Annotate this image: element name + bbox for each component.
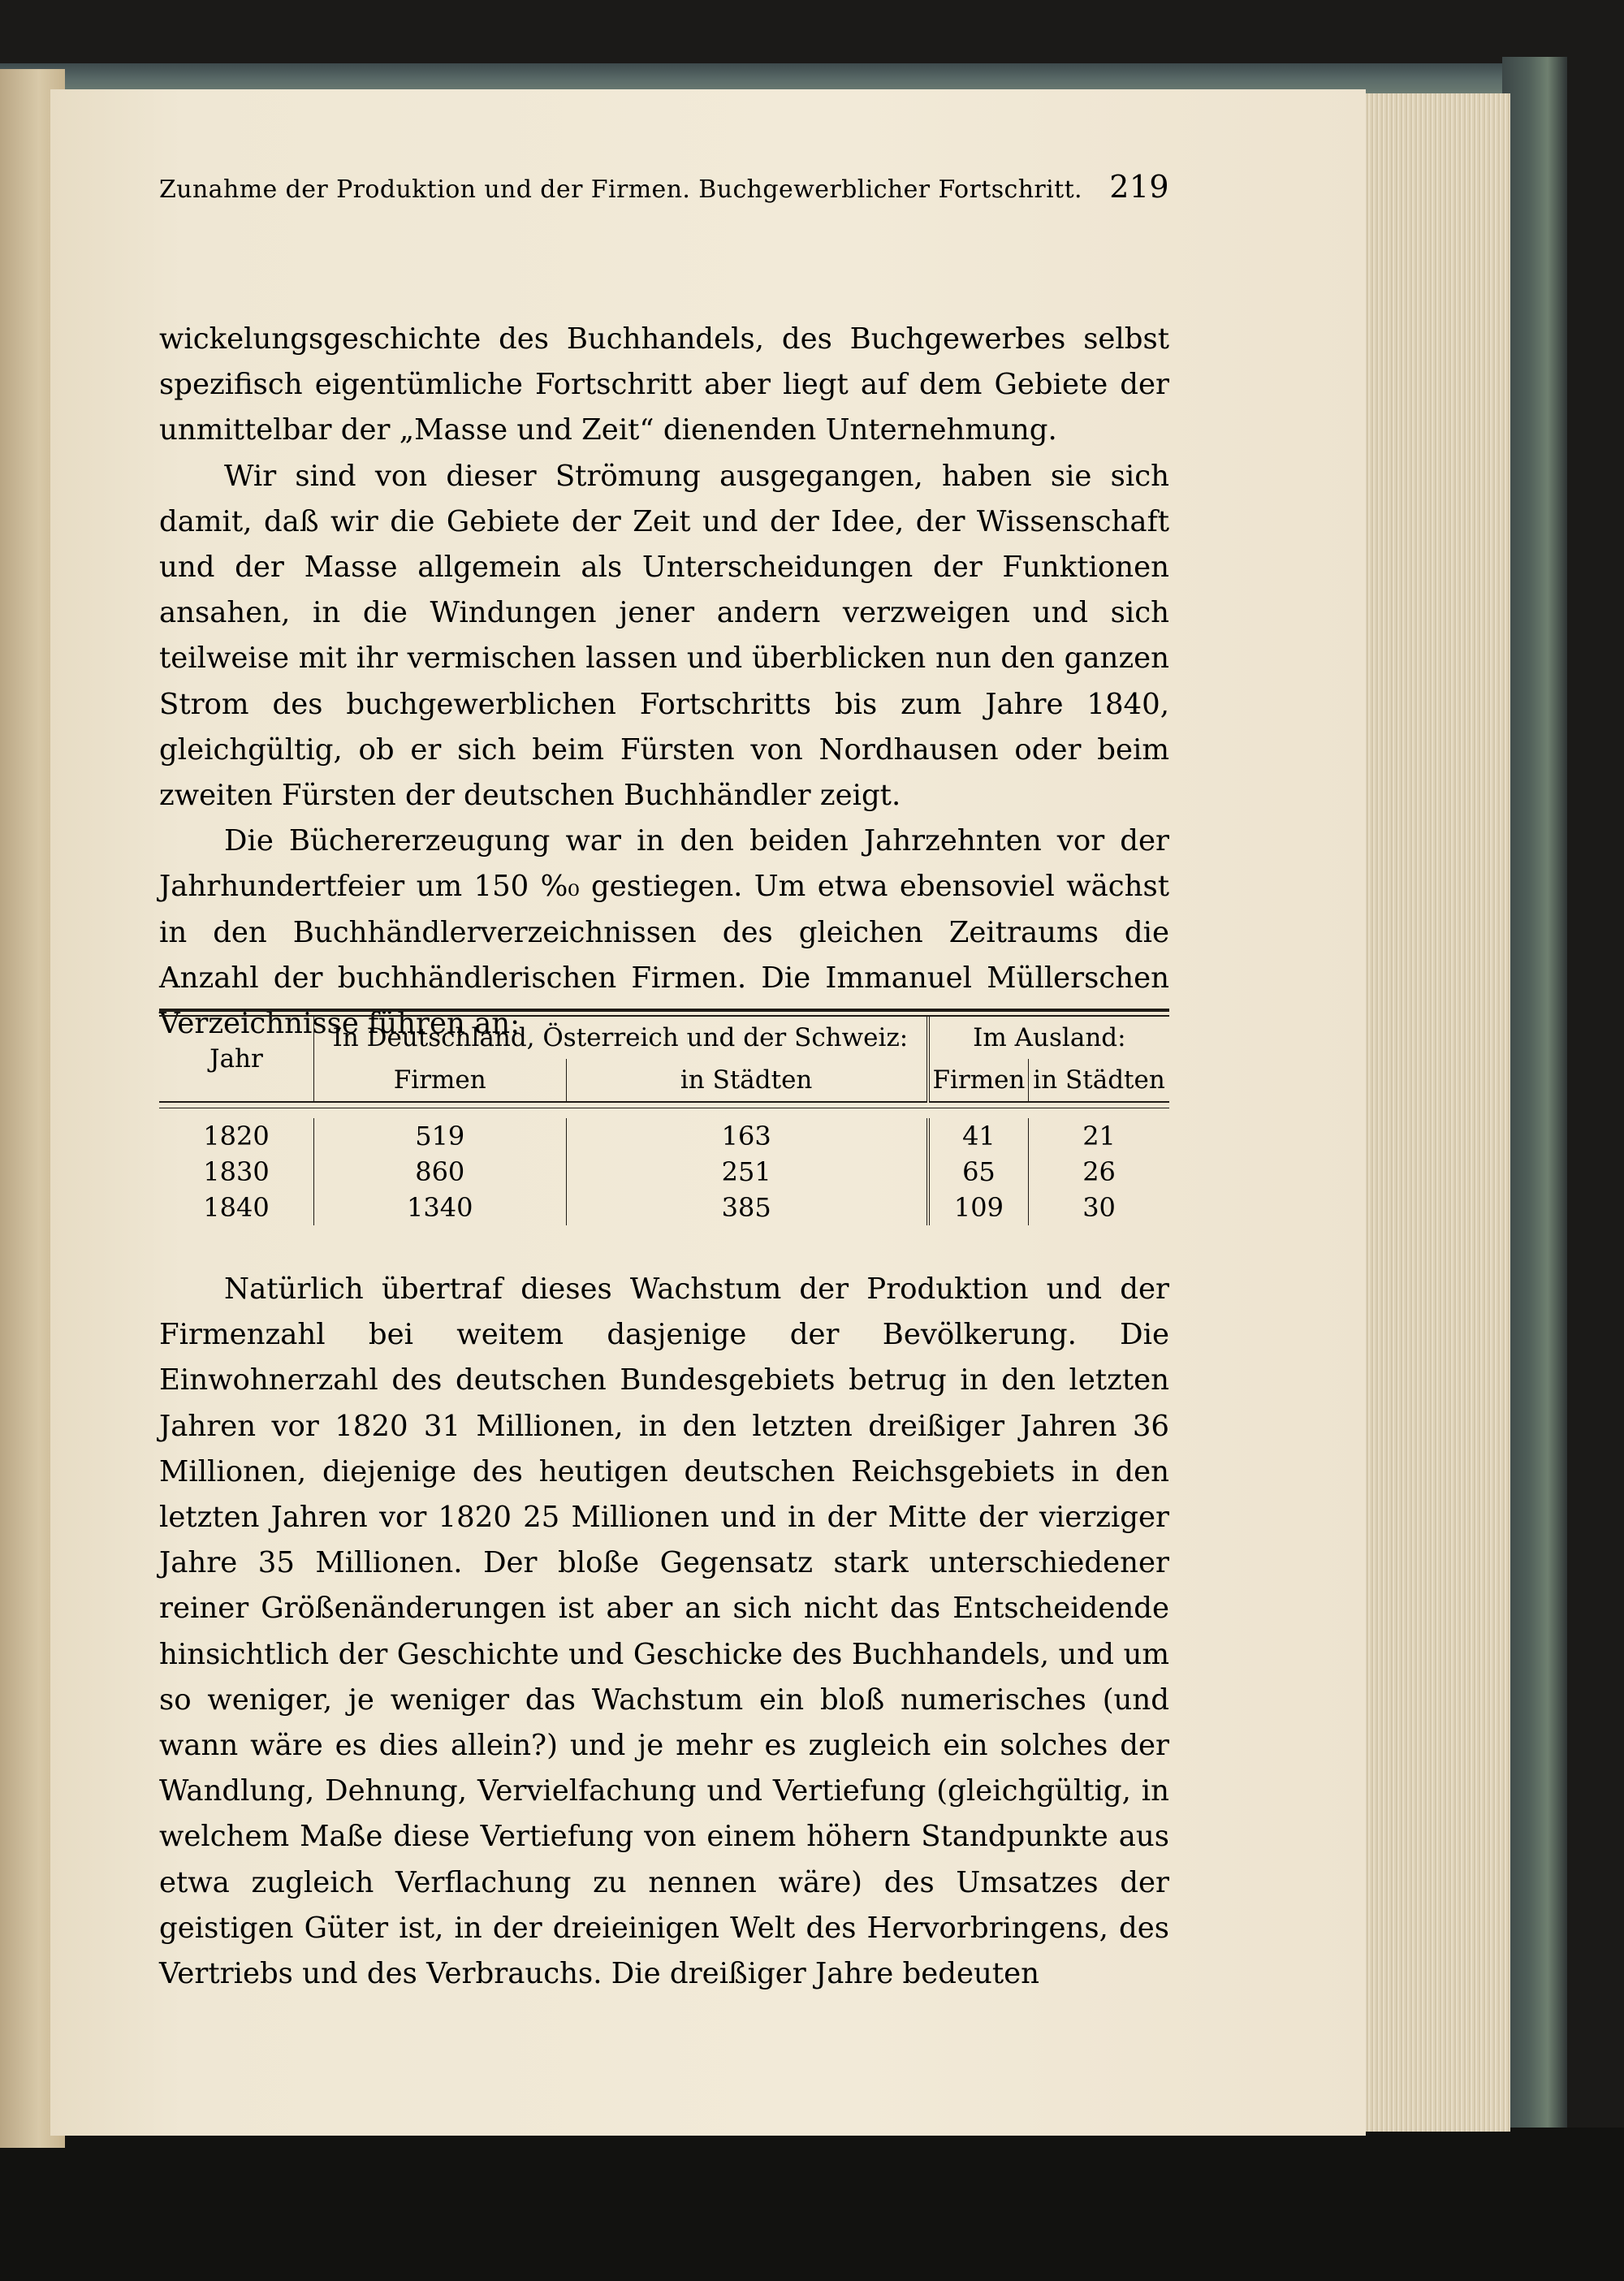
cell-year: 1830 [159, 1154, 314, 1190]
firms-data-table [159, 1017, 1169, 1225]
cell-firms-a: 519 [314, 1118, 567, 1154]
table-top-rule [159, 1009, 1169, 1012]
running-header [159, 169, 1169, 205]
cell-year: 1840 [159, 1190, 314, 1225]
table-row [159, 1190, 1169, 1225]
cell-cities-a: 163 [566, 1118, 928, 1154]
cell-cities-a: 385 [566, 1190, 928, 1225]
cell-firms-b: 109 [928, 1190, 1029, 1225]
cell-firms-b: 65 [928, 1154, 1029, 1190]
cell-firms-a: 1340 [314, 1190, 567, 1225]
cell-cities-b: 26 [1082, 1156, 1116, 1187]
book-cover-right-edge [1502, 57, 1567, 2128]
running-title: Zunahme der Produktion und der Firmen. Buchgewerblicher Fortschritt. [159, 175, 1082, 204]
body-text-bottom [159, 1267, 1169, 1997]
background-shadow [0, 2128, 1624, 2281]
column-header-cities-a: in Städten [566, 1059, 928, 1102]
column-header-cities-b: in Städten [1029, 1059, 1169, 1102]
body-text-top [159, 317, 1169, 1047]
cell-cities-b: 21 [1082, 1121, 1116, 1151]
page-stack-edges [1356, 93, 1510, 2132]
paragraph: Die Büchererzeugung war in den beiden Jahrzehnten vor der Jahrhundertfeier um 150 %₀ gestiegen. Um etwa ebensoviel wächst in den Buchhändlerverzeichnissen des gleichen Zeitraums die Anzahl der buchhändlerischen Firmen. Die Immanuel Müllerschen Verzeichnisse führen an: [159, 824, 1169, 1041]
column-header-firms-a: Firmen [393, 1065, 486, 1095]
column-group-abroad: Im Ausland: [973, 1023, 1126, 1052]
column-header-firms-b: Firmen [932, 1065, 1026, 1095]
paragraph: Wir sind von dieser Strömung ausgegangen, haben sie sich damit, daß wir die Gebiete der Zeit und der Idee, der Wissenschaft und der Masse allgemein als Unterscheidungen der Funktionen ansahen, in die Windungen jener andern verzweigen und sich teilweise mit ihr vermischen lassen und überblicken nun den ganzen Strom des buchgewerblichen Fortschritts bis zum Jahre 1840, gleichgültig, ob er sich beim Fürsten von Nordhausen oder beim zweiten Fürsten der deutschen Buchhändler zeigt. [159, 459, 1169, 813]
firms-table [159, 1009, 1169, 1225]
paragraph: Natürlich übertraf dieses Wachstum der Produktion und der Firmenzahl bei weitem dasjenige der Bevölkerung. Die Einwohnerzahl des deutschen Bundesgebiets betrug in den letzten Jahren vor 1820 31 Millionen, in den letzten dreißiger Jahren 36 Millionen, diejenige des heutigen deutschen Reichsgebiets in den letzten Jahren vor 1820 25 Millionen und in der Mitte der vierziger Jahre 35 Millionen. Der bloße Gegensatz stark unterschiedener reiner Größenänderungen ist aber an sich nicht das Entscheidende hinsichtlich der Geschichte und Geschicke des Buchhandels, und um so weniger, je weniger das Wachstum ein bloß numerisches (und wann wäre es dies allein?) und je mehr es zugleich ein solches der Wandlung, Dehnung, Vervielfachung und Vertiefung (gleichgültig, in welchem Maße diese Vertiefung von einem höhern Standpunkte aus etwa zugleich Verflachung zu nennen wäre) des Umsatzes der geistigen Güter ist, in der dreieinigen Welt des Hervorbringens, des Vertriebs und des Verbrauchs. Die dreißiger Jahre bedeuten [159, 1272, 1169, 1991]
cell-firms-a: 860 [314, 1154, 567, 1190]
cell-year: 1820 [159, 1118, 314, 1154]
cell-cities-b: 30 [1082, 1192, 1116, 1223]
cell-firms-b: 41 [928, 1118, 1029, 1154]
table-row [159, 1154, 1169, 1190]
table-row [159, 1118, 1169, 1154]
column-header-year: Jahr [159, 1017, 314, 1102]
cell-cities-a: 251 [566, 1154, 928, 1190]
paragraph: wickelungsgeschichte des Buchhandels, des Buchgewerbes selbst spezifisch eigentümliche Fortschritt aber liegt auf dem Gebiete der unmittelbar der „Masse und Zeit“ dienenden Unternehmung. [159, 322, 1169, 447]
column-group-germany: In Deutschland, Österreich und der Schweiz: [314, 1017, 928, 1059]
page-number: 219 [1109, 169, 1169, 205]
